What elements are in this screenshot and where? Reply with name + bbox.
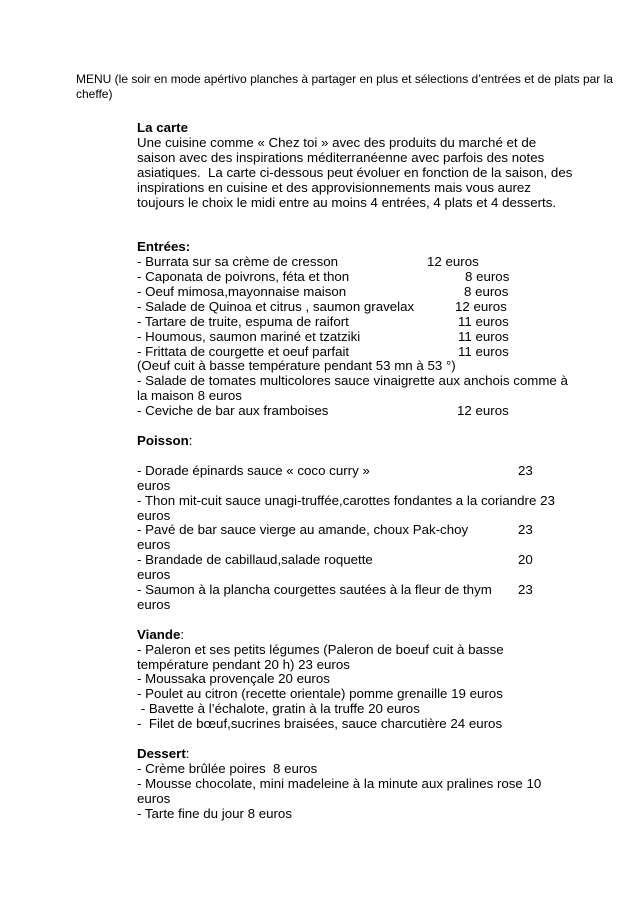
menu-item-text: - Mousse chocolate, mini madeleine à la minute aux pralines rose 10 [137,775,542,791]
menu-section [137,628,617,732]
menu-item-text: euros [137,477,171,493]
menu-item-line [137,777,617,792]
menu-item-price: 20 [518,552,533,568]
menu-body [137,121,617,822]
menu-item-text: - Crème brûlée poires 8 euros [137,760,318,776]
menu-item-price: 11 euros [458,328,509,344]
menu-item-line [137,583,617,598]
menu-item-line [137,717,617,732]
menu-item-line [137,553,617,568]
menu-item-text: euros [137,537,171,553]
section-heading-label: Entrées: [137,239,191,255]
section-heading-label: Poisson [137,433,189,448]
menu-item-price: 12 euros [457,403,509,419]
menu-item-text: - Oeuf mimosa,mayonnaise maison [137,283,347,299]
menu-item-text: - Filet de bœuf,sucrines braisées, sauce charcutière 24 euros [137,716,503,732]
intro-line: asiatiques. La carte ci-dessous peut évoluer en fonction de la saison, des [137,164,573,180]
menu-item-price: 8 euros [464,283,509,299]
carte-intro-paragraph [137,136,617,211]
menu-section [137,240,617,419]
menu-item-line [137,509,617,524]
menu-item-text: euros [137,567,171,583]
menu-item-line [137,643,617,658]
menu-item-line [137,494,617,509]
menu-item-line [137,300,617,315]
menu-item-line [137,658,617,673]
intro-line: toujours le choix le midi entre au moins 4 entrées, 4 plats et 4 desserts. [137,194,557,210]
menu-item-text: - Salade de Quinoa et citrus , saumon gravelax [137,298,415,314]
carte-title: La carte [137,120,188,135]
menu-item-text: - Saumon à la plancha courgettes sautées à la fleur de thym [137,582,492,598]
menu-item-price: 23 [518,462,533,478]
intro-line: inspirations en cuisine et des approvisionnements mais vous aurez [137,179,531,195]
section-heading [137,434,617,449]
section-heading [137,747,617,762]
menu-item-line [137,538,617,553]
menu-item-text: - Brandade de cabillaud,salade roquette [137,552,373,568]
menu-item-line [137,270,617,285]
menu-item-text: - Paleron et ses petits légumes (Paleron de boeuf cuit à basse [137,641,504,657]
menu-item-text: euros [137,507,171,523]
menu-item-price: 23 [518,522,533,538]
menu-item-text: - Moussaka provençale 20 euros [137,671,330,687]
menu-item-line [137,255,617,270]
menu-header-line: MENU (le soir en mode apértivo planches à partager en plus et sélections d’entrées et de plats par la [76,72,613,86]
section-heading-label: Viande [137,626,181,642]
menu-item-text: euros [137,790,171,806]
menu-item-text: - Burrata sur sa crème de cresson [137,254,339,270]
intro-line: Une cuisine comme « Chez toi » avec des produits du marché et de [137,134,537,150]
menu-item-line [137,687,617,702]
menu-item-text: - Poulet au citron (recette orientale) pomme grenaille 19 euros [137,686,503,702]
menu-item-text: température pendant 20 h) 23 euros [137,656,350,672]
menu-item-text: la maison 8 euros [137,388,242,404]
menu-item-line [137,598,617,613]
section-heading [137,628,617,643]
menu-item-price: 8 euros [465,269,510,285]
menu-item-line [137,479,617,494]
menu-item-text: - Salade de tomates multicolores sauce vinaigrette aux anchois comme à [137,373,568,389]
menu-item-line [137,672,617,687]
menu-item-text: - Frittata de courgette et oeuf parfait [137,343,350,359]
menu-item-text: - Bavette à l’échalote, gratin à la truffe 20 euros [137,701,420,717]
menu-item-line [137,404,617,419]
section-lines [137,449,617,613]
menu-item-text: - Ceviche de bar aux framboises [137,403,329,419]
menu-item-line [137,762,617,777]
menu-header-line: cheffe) [76,87,113,101]
menu-item-line [137,807,617,822]
menu-item-line [137,374,617,389]
menu-item-price: 11 euros [458,313,509,329]
intro-line: saison avec des inspirations méditerranéenne avec parfois des notes [137,149,545,165]
menu-item-line [137,330,617,345]
section-lines [137,643,617,732]
menu-item-line [137,792,617,807]
menu-item-price: 12 euros [455,298,507,314]
menu-item-line [137,568,617,583]
section-heading-colon: : [188,433,193,448]
menu-header-note [76,72,613,102]
menu-item-text: - Houmous, saumon mariné et tzatziki [137,328,361,344]
menu-item-text: - Tartare de truite, espuma de raifort [137,313,349,329]
menu-item-text: - Dorade épinards sauce « coco curry » [137,462,370,478]
menu-item-text: - Tarte fine du jour 8 euros [137,805,292,821]
section-heading [137,240,617,255]
menu-item-line [137,464,617,479]
menu-item-line [137,315,617,330]
menu-section [137,747,617,822]
menu-item-line [137,359,617,374]
menu-item-text: - Caponata de poivrons, féta et thon [137,269,350,285]
section-heading-colon: : [180,626,185,642]
menu-sections [137,240,617,821]
section-heading-label: Dessert [137,745,186,761]
menu-item-text: (Oeuf cuit à basse température pendant 53 mn à 53 °) [137,358,456,374]
menu-item-line [137,702,617,717]
menu-item-line [137,285,617,300]
menu-section [137,434,617,613]
menu-item-price: 12 euros [427,254,479,270]
menu-item-price: 23 [518,582,533,598]
section-heading-colon: : [185,745,190,761]
menu-item-text: - Thon mit-cuit sauce unagi-truffée,carottes fondantes a la coriandre 23 [137,492,555,508]
menu-item-text: euros [137,596,171,612]
menu-item-line [137,449,617,464]
menu-item-line [137,345,617,360]
section-lines [137,762,617,822]
menu-item-text: - Pavé de bar sauce vierge au amande, choux Pak-choy [137,522,469,538]
section-lines [137,255,617,419]
menu-item-line [137,523,617,538]
menu-item-line [137,389,617,404]
menu-item-price: 11 euros [458,343,509,359]
